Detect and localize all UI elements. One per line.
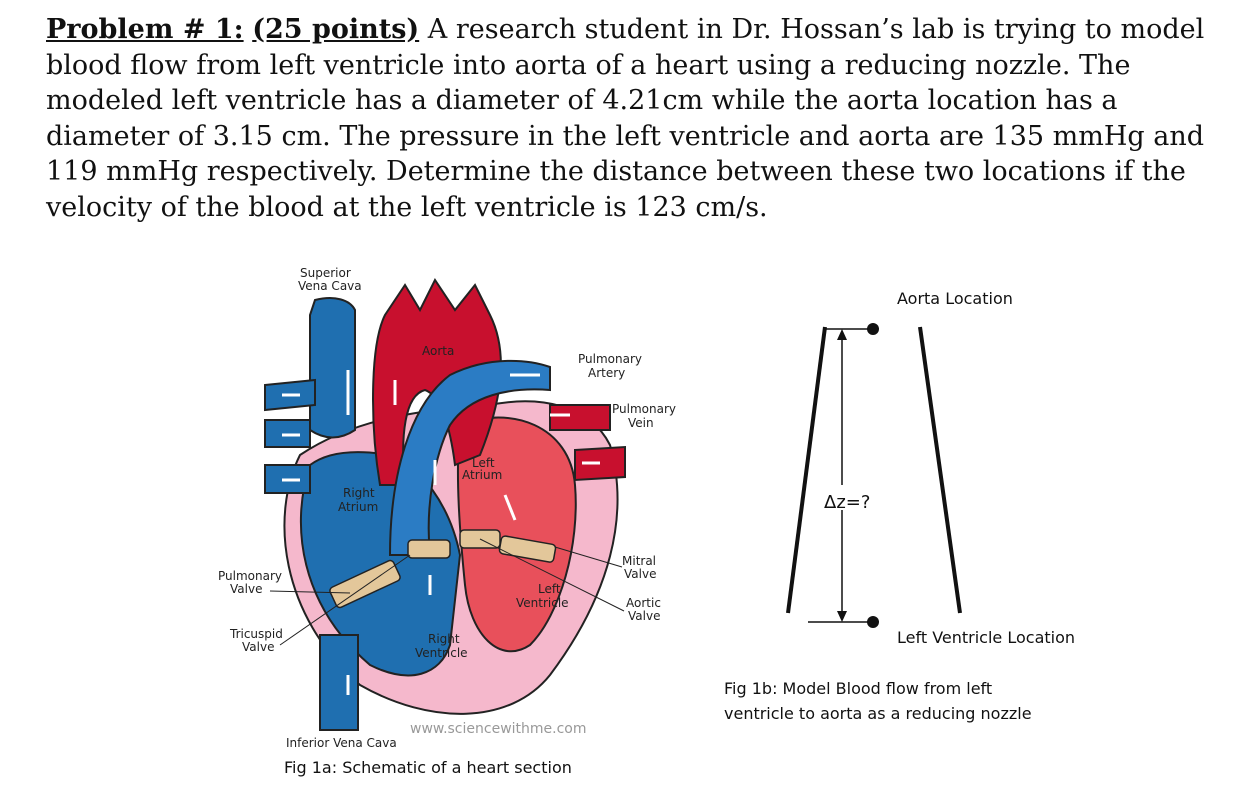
label-left-ventricle-2: Ventricle: [516, 596, 569, 610]
label-superior-vena-cava-1: Superior: [300, 266, 351, 280]
label-inferior-vena-cava: Inferior Vena Cava: [286, 736, 397, 750]
lv-location-label: Left Ventricle Location: [897, 628, 1076, 647]
label-left-atrium-1: Left: [472, 456, 495, 470]
label-watermark: www.sciencewithme.com: [410, 721, 587, 737]
label-pulmonary-artery-2: Artery: [588, 366, 626, 380]
figure-1b-caption-line1: Fig 1b: Model Blood flow from left: [724, 679, 993, 698]
label-mitral-valve-1: Mitral: [622, 554, 657, 568]
figure-1b-caption: [724, 676, 1054, 726]
arrow-up-icon: [837, 329, 847, 340]
arrow-down-icon: [837, 611, 847, 622]
pulmonary-vein-upper: [550, 405, 610, 430]
nozzle-right-wall: [920, 327, 960, 613]
heart-diagram: [210, 255, 690, 755]
label-tricuspid-valve-1: Tricuspid: [230, 627, 283, 641]
nozzle-left-wall: [788, 327, 825, 613]
problem-text: A research student in Dr. Hossan’s lab is trying to model blood flow from left ventricle into aorta of a heart using a reducing nozzle. The modeled left ventricle has a diameter of 4.21cm while the aorta location has a diameter of 3.15 cm. The pressure in the left ventricle and aorta are 135 mmHg and 119 mmHg respectively. Determine the distance between these two locations if the velocity of the blood at the left ventricle is 123 cm/s.: [46, 14, 1205, 223]
nozzle-diagram: [770, 280, 1110, 640]
label-right-atrium-2: Atrium: [338, 500, 379, 514]
label-mitral-valve-2: Valve: [624, 567, 657, 581]
aorta-location-label: Aorta Location: [897, 289, 1013, 308]
label-pulmonary-valve-1: Pulmonary: [218, 569, 282, 583]
figure-1a-caption: Fig 1a: Schematic of a heart section: [284, 758, 572, 777]
label-right-atrium-1: Right: [343, 486, 375, 500]
label-pulmonary-vein-2: Vein: [628, 416, 654, 430]
superior-vena-cava: [310, 298, 355, 437]
label-pulmonary-artery-1: Pulmonary: [578, 352, 642, 366]
label-left-ventricle-1: Left: [538, 582, 561, 596]
problem-points: (25 points): [252, 14, 420, 45]
label-tricuspid-valve-2: Valve: [242, 640, 275, 654]
problem-number: Problem # 1:: [46, 14, 244, 45]
label-pulmonary-vein-1: Pulmonary: [612, 402, 676, 416]
label-pulmonary-valve-2: Valve: [230, 582, 263, 596]
label-aortic-valve-1: Aortic: [626, 596, 661, 610]
problem-statement: [46, 12, 1236, 225]
label-right-ventricle-1: Right: [428, 632, 460, 646]
aorta-marker-dot: [867, 323, 879, 335]
figure-1b-caption-line2: ventricle to aorta as a reducing nozzle: [724, 704, 1032, 723]
label-aorta: Aorta: [422, 344, 455, 358]
lv-marker-dot: [867, 616, 879, 628]
label-left-atrium-2: Atrium: [462, 468, 503, 482]
label-right-ventricle-2: Ventricle: [415, 646, 468, 660]
delta-z-label: Δz=?: [824, 492, 871, 513]
label-superior-vena-cava-2: Vena Cava: [298, 279, 362, 293]
inferior-vena-cava: [320, 635, 358, 730]
label-aortic-valve-2: Valve: [628, 609, 661, 623]
tricuspid-valve: [408, 540, 450, 558]
